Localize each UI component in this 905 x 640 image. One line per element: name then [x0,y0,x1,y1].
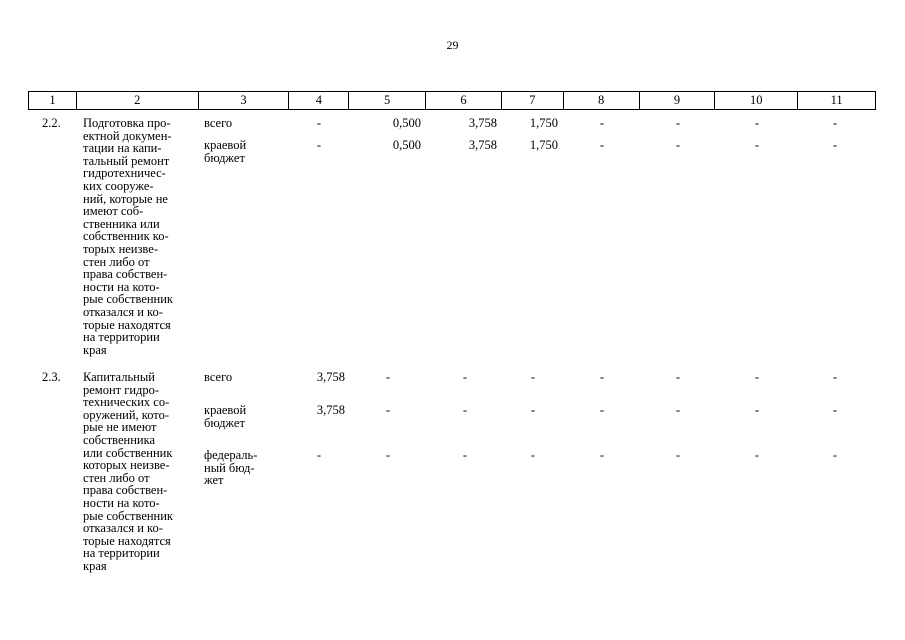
value-cell: - [754,403,760,417]
value-cell: - [599,403,605,417]
value-cell: - [675,116,681,130]
row-description-line: гидротехничес- [83,166,166,181]
row-description-line: на территории [83,546,160,561]
value-cell: - [599,116,605,130]
funding-source-label: федераль- [204,448,258,462]
funding-source-label: бюджет [204,415,245,430]
header-col-3: 3 [199,92,290,109]
row-description-line: торые находятся [83,533,171,548]
value-cell: 3,758 [468,138,497,152]
value-cell: - [316,116,322,130]
row-description-line: стен либо от [83,470,150,485]
funding-source-label: краевой [204,403,247,417]
header-col-4: 4 [289,92,349,109]
row-description-line: собственника [83,433,156,447]
row-description-line: технических со- [83,395,170,410]
header-col-7: 7 [502,92,564,109]
funding-source-label: ный бюд- [204,460,255,475]
row-description-line: Подготовка про- [83,116,171,130]
value-cell: - [832,370,838,384]
value-cell: - [832,403,838,417]
value-cell: - [754,138,760,152]
row-description-line: рые не имеют [83,420,157,435]
row-description-line: права собствен- [83,267,168,282]
value-cell: - [316,448,322,462]
value-cell: 0,500 [392,116,421,130]
header-col-5: 5 [349,92,426,109]
value-cell: - [530,448,536,462]
row-description-line: отказался и ко- [83,305,163,319]
row-description-line: стен либо от [83,254,150,269]
value-cell: 1,750 [529,116,558,130]
header-col-10: 10 [715,92,798,109]
value-cell: - [675,448,681,462]
funding-source-label: всего [204,116,233,130]
header-col-8: 8 [564,92,640,109]
row-description-line: ремонт гидро- [83,382,160,397]
value-cell: - [675,403,681,417]
row-description-line: тации на капи- [83,141,162,156]
funding-source-label: краевой [204,138,247,152]
header-col-6: 6 [426,92,502,109]
value-cell: - [462,403,468,417]
value-cell: - [385,448,391,462]
value-cell: - [462,448,468,462]
value-cell: - [530,403,536,417]
row-description-line: ких сооруже- [83,179,154,193]
value-cell: - [530,370,536,384]
row-description-line: рые собственник [83,508,174,523]
header-col-1: 1 [29,92,77,109]
header-col-2: 2 [77,92,199,109]
row-description-line: ности на кото- [83,279,160,294]
page-number: 29 [446,38,459,52]
value-cell: 3,758 [316,370,345,384]
value-cell: - [599,448,605,462]
value-cell: - [599,138,605,152]
value-cell: - [832,448,838,462]
row-description-line: торых неизве- [83,242,158,256]
value-cell: - [832,138,838,152]
row-number: 2.3. [42,370,61,384]
funding-source-label: всего [204,370,233,384]
row-description-line: края [83,342,107,357]
table-header-row [28,91,876,110]
row-description-line: рые собственник [83,292,174,307]
funding-source-label: бюджет [204,150,245,165]
value-cell: - [462,370,468,384]
row-description-line: на территории [83,330,160,345]
value-cell: 3,758 [316,403,345,417]
row-description-line: которых неизве- [83,458,170,473]
row-description-line: ности на кото- [83,496,160,510]
row-description-line: права собствен- [83,483,168,498]
funding-source-label: жет [204,473,224,488]
row-description-line: тальный ремонт [83,153,170,168]
value-cell: 3,758 [468,116,497,130]
row-description-line: торые находятся [83,317,171,332]
row-description-line: собственник ко- [83,229,169,244]
header-col-11: 11 [830,93,843,107]
value-cell: - [675,138,681,152]
value-cell: - [832,116,838,130]
value-cell: - [754,448,760,462]
header-col-9: 9 [640,92,716,109]
row-description-line: отказался и ко- [83,521,163,536]
value-cell: - [385,370,391,384]
value-cell: - [316,138,322,152]
row-description-line: или собственник [83,445,173,460]
row-description-line: ственника или [83,216,160,231]
value-cell: - [385,403,391,417]
row-description-line: имеют соб- [83,204,144,219]
value-cell: - [754,370,760,384]
row-description-line: ектной докумен- [83,128,172,143]
row-description-line: оружений, кото- [83,407,169,422]
value-cell: - [754,116,760,130]
row-description-line: Капитальный [83,370,155,384]
row-description-line: ний, которые не [83,191,168,206]
value-cell: - [599,370,605,384]
row-number: 2.2. [42,116,61,130]
value-cell: 1,750 [529,138,558,152]
value-cell: 0,500 [392,138,421,152]
value-cell: - [675,370,681,384]
row-description-line: края [83,559,107,573]
